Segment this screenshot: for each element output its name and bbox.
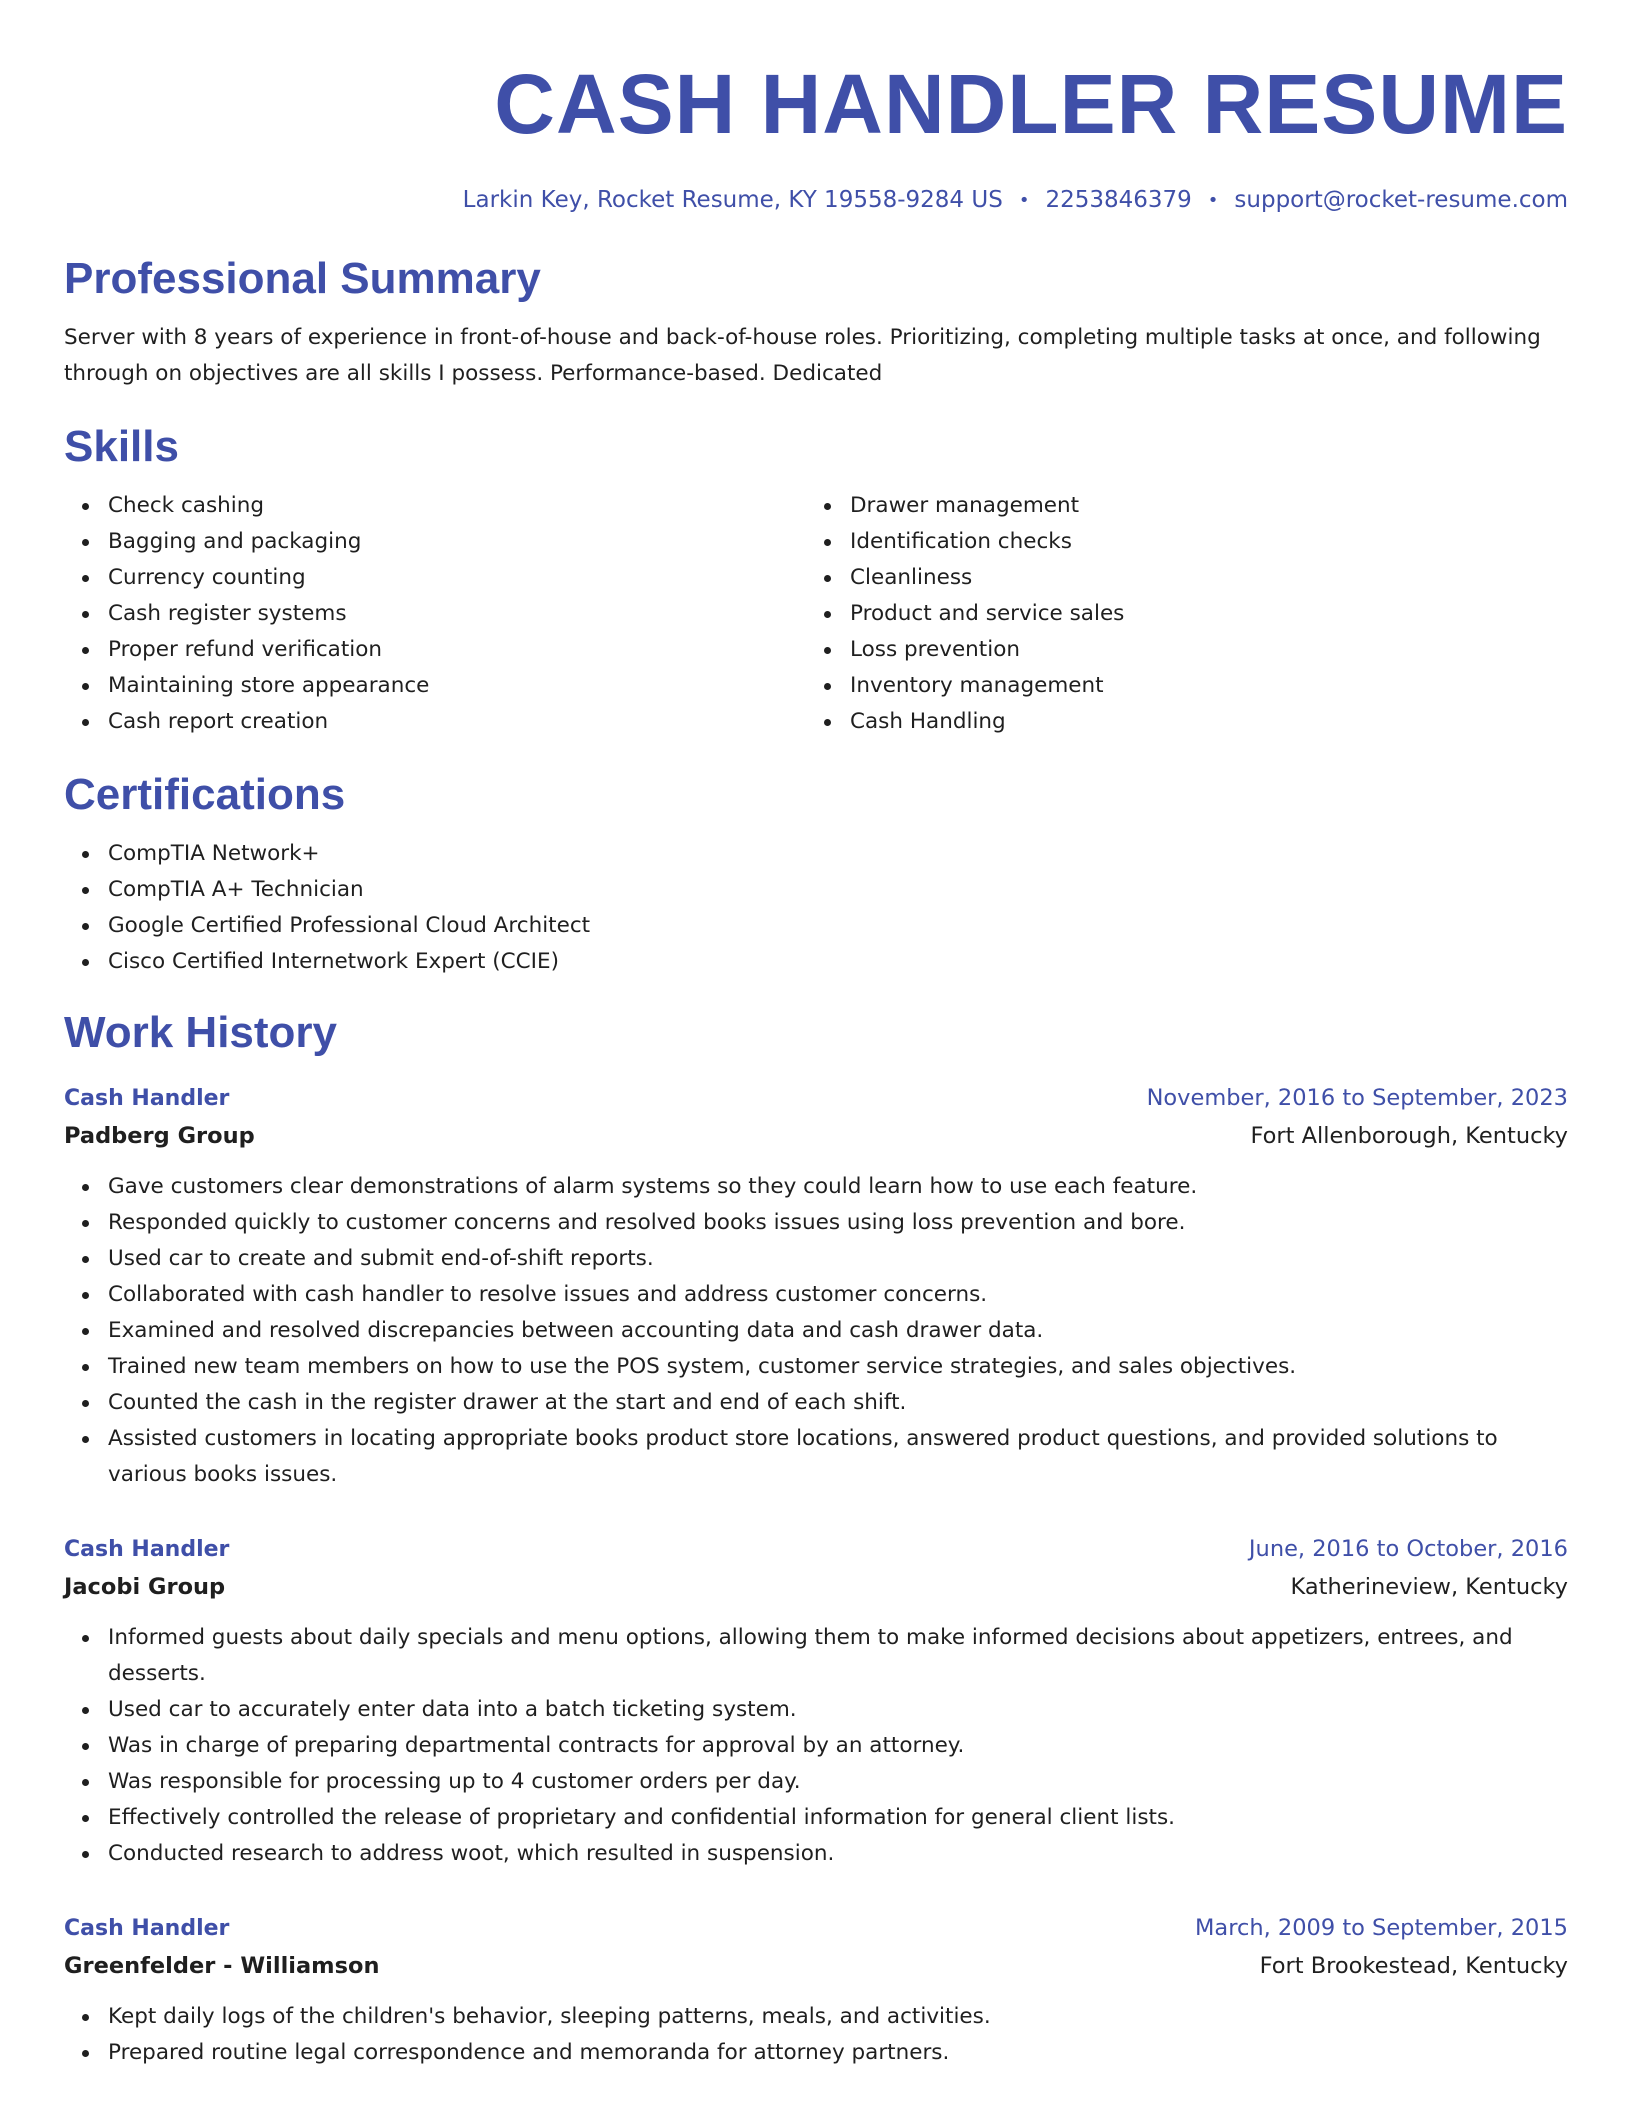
job-dates: November, 2016 to September, 2023 [1146, 1085, 1568, 1111]
job-duty: Collaborated with cash handler to resolve issues and address customer concerns. [64, 1277, 1568, 1313]
skills-list-left [64, 488, 806, 740]
job-duty: Used car to create and submit end-of-shift reports. [64, 1241, 1568, 1277]
job-duty: Responded quickly to customer concerns and resolved books issues using loss prevention and bore. [64, 1205, 1568, 1241]
certifications-list [64, 836, 1568, 980]
contact-phone[interactable]: 2253846379 [1045, 187, 1192, 213]
contact-address: Larkin Key, Rocket Resume, KY 19558-9284 US [462, 187, 1003, 213]
job-location: Fort Allenborough, Kentucky [1250, 1123, 1568, 1149]
job-duty: Counted the cash in the register drawer at the start and end of each shift. [64, 1385, 1568, 1421]
job-duty: Prepared routine legal correspondence and memoranda for attorney partners. [64, 2035, 1568, 2071]
contact-separator: • [1018, 190, 1030, 211]
certifications-heading: Certifications [64, 770, 346, 819]
job-entry [64, 1531, 1568, 1872]
job-duty: Examined and resolved discrepancies between accounting data and cash drawer data. [64, 1313, 1568, 1349]
skill-item: Loss prevention [806, 632, 1548, 668]
job-location: Fort Brookestead, Kentucky [1259, 1953, 1568, 1979]
skill-item: Cleanliness [806, 560, 1548, 596]
resume-title: CASH HANDLER RESUME [494, 57, 1568, 151]
work-history-heading: Work History [64, 1008, 338, 1057]
skill-item: Maintaining store appearance [64, 668, 806, 704]
skills-heading: Skills [64, 422, 179, 471]
job-duty: Gave customers clear demonstrations of alarm systems so they could learn how to use each feature. [64, 1169, 1568, 1205]
skill-item: Identification checks [806, 524, 1548, 560]
certification-item: CompTIA Network+ [64, 836, 1568, 872]
skills-list-right [806, 488, 1548, 740]
job-duties-list [64, 1999, 1568, 2071]
job-duty: Assisted customers in locating appropriate books product store locations, answered product questions, and provided solutions to various books issues. [64, 1421, 1568, 1493]
job-company: Padberg Group [64, 1123, 255, 1149]
job-duty: Was responsible for processing up to 4 customer orders per day. [64, 1764, 1568, 1800]
job-duties-list [64, 1620, 1568, 1872]
resume-page [64, 0, 1568, 2112]
skill-item: Proper refund verification [64, 632, 806, 668]
skill-item: Cash Handling [806, 704, 1548, 740]
contact-separator: • [1207, 190, 1219, 211]
certification-item: Google Certified Professional Cloud Architect [64, 908, 1568, 944]
job-location: Katherineview, Kentucky [1290, 1574, 1568, 1600]
contact-email[interactable]: support@rocket-resume.com [1234, 187, 1568, 213]
skill-item: Currency counting [64, 560, 806, 596]
skill-item: Inventory management [806, 668, 1548, 704]
job-company: Greenfelder - Williamson [64, 1953, 380, 1979]
job-duty: Conducted research to address woot, which resulted in suspension. [64, 1836, 1568, 1872]
certification-item: Cisco Certified Internetwork Expert (CCIE) [64, 944, 1568, 980]
job-title: Cash Handler [64, 1086, 230, 1111]
contact-line [64, 184, 1568, 218]
job-duty: Was in charge of preparing departmental contracts for approval by an attorney. [64, 1728, 1568, 1764]
skill-item: Cash register systems [64, 596, 806, 632]
skill-item: Check cashing [64, 488, 806, 524]
job-company: Jacobi Group [64, 1574, 226, 1600]
summary-heading: Professional Summary [64, 254, 541, 303]
job-duties-list [64, 1169, 1568, 1493]
job-duty: Effectively controlled the release of proprietary and confidential information for general client lists. [64, 1800, 1568, 1836]
skill-item: Bagging and packaging [64, 524, 806, 560]
job-entry [64, 1080, 1568, 1493]
skill-item: Product and service sales [806, 596, 1548, 632]
job-dates: March, 2009 to September, 2015 [1195, 1915, 1568, 1941]
job-duty: Used car to accurately enter data into a batch ticketing system. [64, 1692, 1568, 1728]
job-title: Cash Handler [64, 1916, 230, 1941]
job-dates: June, 2016 to October, 2016 [1248, 1536, 1568, 1562]
job-duty: Trained new team members on how to use the POS system, customer service strategies, and sales objectives. [64, 1349, 1568, 1385]
summary-text: Server with 8 years of experience in front-of-house and back-of-house roles. Prioritizing, completing multiple tasks at once, and following through on objectives are all skills I possess. Performance-based. Dedicated [64, 325, 1541, 386]
job-duty: Informed guests about daily specials and menu options, allowing them to make informed decisions about appetizers, entrees, and desserts. [64, 1620, 1568, 1692]
job-title: Cash Handler [64, 1537, 230, 1562]
skill-item: Cash report creation [64, 704, 806, 740]
skill-item: Drawer management [806, 488, 1548, 524]
certification-item: CompTIA A+ Technician [64, 872, 1568, 908]
skills-grid [64, 488, 1568, 740]
job-entry [64, 1910, 1568, 2071]
job-duty: Kept daily logs of the children's behavior, sleeping patterns, meals, and activities. [64, 1999, 1568, 2035]
